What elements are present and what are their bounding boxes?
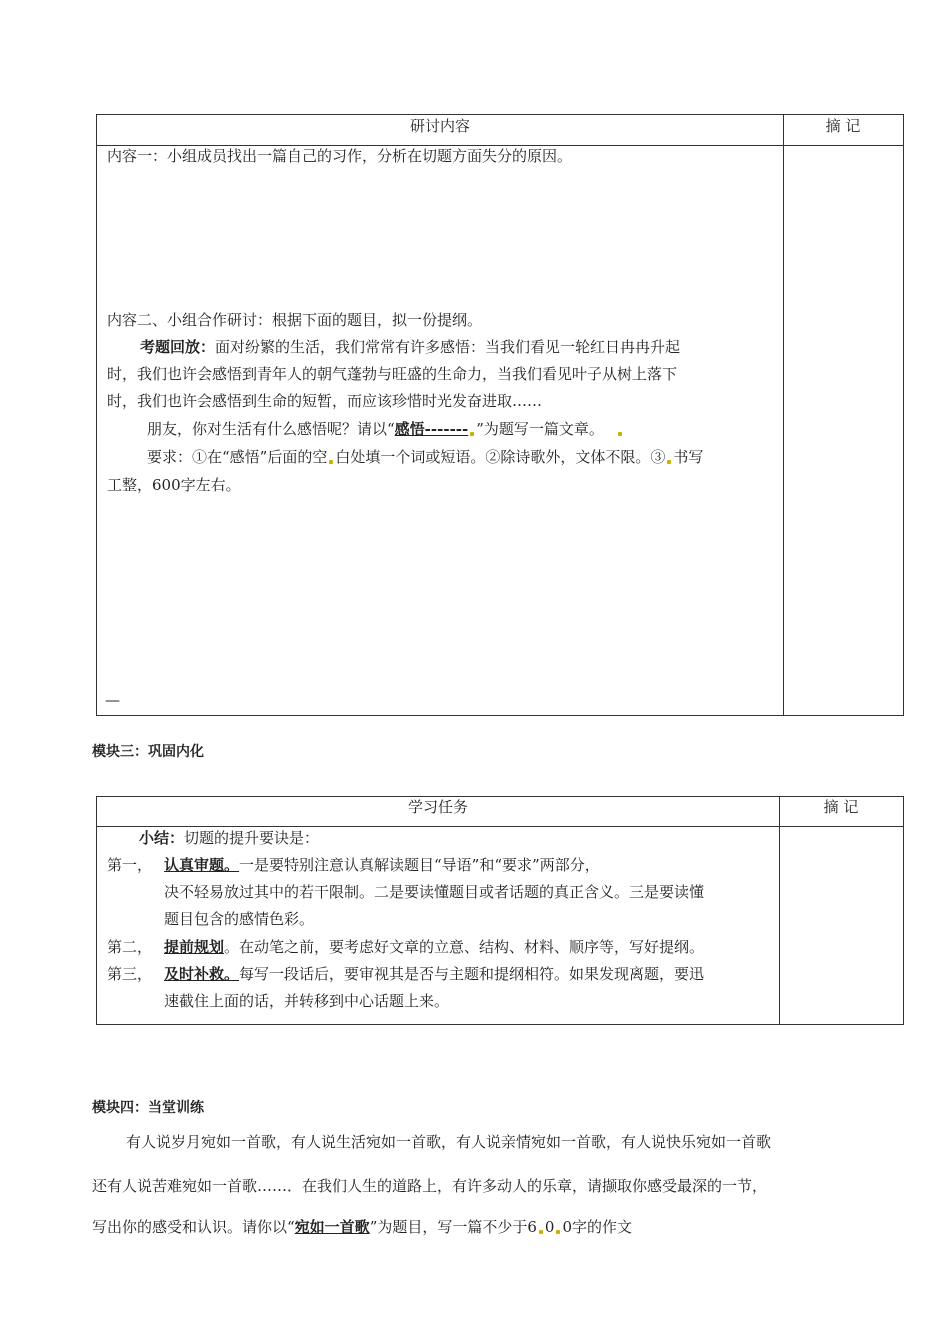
friend-prompt bbox=[147, 420, 624, 438]
review-line-2: 时，我们也许会感悟到青年人的朝气蓬勃与旺盛的生命力，当我们看见叶子从树上落下 bbox=[107, 365, 678, 383]
item-one-label: 第一， bbox=[107, 856, 153, 874]
item-three-line-1 bbox=[164, 965, 704, 983]
training-line-3 bbox=[92, 1216, 632, 1237]
header-notes: 摘 记 bbox=[823, 798, 859, 816]
study-task-table bbox=[96, 796, 904, 1025]
header-divider bbox=[97, 145, 903, 146]
word-count-digit: 6 bbox=[527, 1218, 537, 1236]
training-line-3-pre: 写出你的感受和认识。请你以“ bbox=[92, 1218, 295, 1236]
req-part-1: 要求：①在“感悟”后面的空 bbox=[147, 448, 328, 466]
header-discussion-content: 研讨内容 bbox=[409, 117, 470, 135]
training-line-3-mid: ”为题目，写一篇不少于 bbox=[369, 1218, 528, 1236]
training-line-3-post: 字的作文 bbox=[572, 1218, 633, 1236]
mark-dot bbox=[667, 460, 671, 464]
training-essay-title: 宛如一首歌 bbox=[294, 1218, 370, 1236]
item-two-line bbox=[164, 938, 704, 956]
word-count-digit: 0 bbox=[544, 1218, 555, 1236]
item-two-label: 第二， bbox=[107, 938, 153, 956]
item-two-title: 提前规划 bbox=[164, 938, 225, 956]
mark-dot bbox=[556, 1230, 560, 1234]
summary-line bbox=[139, 829, 319, 847]
discussion-table bbox=[96, 114, 904, 716]
summary-text: 切题的提升要诀是： bbox=[184, 829, 320, 847]
mark-dot bbox=[539, 1230, 543, 1234]
header-study-task: 学习任务 bbox=[407, 798, 468, 816]
item-one-title: 认真审题。 bbox=[164, 856, 240, 874]
item-three-title: 及时补救。 bbox=[164, 965, 240, 983]
requirements-line-1 bbox=[147, 448, 703, 466]
item-two-text: 。在动笔之前，要考虑好文章的立意、结构、材料、顺序等，写好提纲。 bbox=[224, 938, 705, 956]
friend-pre: 朋友，你对生活有什么感悟呢？请以“ bbox=[147, 420, 395, 438]
mark-dot bbox=[329, 460, 333, 464]
training-line-1: 有人说岁月宛如一首歌，有人说生活宛如一首歌，有人说亲情宛如一首歌，有人说快乐宛如一首歌 bbox=[126, 1133, 772, 1151]
summary-label: 小结： bbox=[139, 829, 185, 847]
module-three-heading: 模块三：巩固内化 bbox=[92, 744, 204, 760]
item-three-label: 第三， bbox=[107, 965, 153, 983]
trailing-dash: — bbox=[105, 691, 120, 709]
req-part-3: 书写 bbox=[673, 448, 704, 466]
mark-dot bbox=[618, 432, 622, 436]
module-four-heading: 模块四：当堂训练 bbox=[92, 1100, 204, 1116]
req-part-2: 白处填一个词或短语。②除诗歌外，文体不限。③ bbox=[335, 448, 666, 466]
requirements-line-2: 工整，600字左右。 bbox=[107, 476, 241, 494]
item-one-line-2: 决不轻易放过其中的若干限制。二是要读懂题目或者话题的真正含义。三是要读懂 bbox=[164, 883, 705, 901]
review-label: 考题回放： bbox=[140, 338, 216, 356]
content-one: 内容一：小组成员找出一篇自己的习作，分析在切题方面失分的原因。 bbox=[107, 147, 573, 165]
friend-post: ”为题写一篇文章。 bbox=[476, 420, 604, 438]
review-text: 面对纷繁的生活，我们常常有许多感悟：当我们看见一轮红日冉冉升起 bbox=[215, 338, 681, 356]
item-one-line-1 bbox=[164, 856, 600, 874]
review-line-1 bbox=[140, 338, 680, 356]
essay-title-blank: 感悟------- bbox=[394, 420, 469, 438]
item-three-line-2: 速截住上面的话，并转移到中心话题上来。 bbox=[164, 992, 450, 1010]
item-one-text: 一是要特别注意认真解读题目“导语”和“要求”两部分， bbox=[239, 856, 600, 874]
column-divider bbox=[779, 797, 780, 1024]
mark-dot bbox=[470, 432, 474, 436]
item-three-text: 每写一段话后，要审视其是否与主题和提纲相符。如果发现离题，要迅 bbox=[239, 965, 705, 983]
header-notes: 摘 记 bbox=[825, 117, 861, 135]
word-count-digit: 0 bbox=[562, 1218, 572, 1236]
review-line-3: 时，我们也许会感悟到生命的短暂，而应该珍惜时光发奋进取…… bbox=[107, 392, 543, 410]
content-two: 内容二、小组合作研讨：根据下面的题目，拟一份提纲。 bbox=[107, 311, 483, 329]
column-divider bbox=[783, 115, 784, 715]
training-line-2: 还有人说苦难宛如一首歌……．在我们人生的道路上，有许多动人的乐章，请撷取你感受最深的一节， bbox=[92, 1177, 768, 1195]
item-one-line-3: 题目包含的感情色彩。 bbox=[164, 910, 315, 928]
